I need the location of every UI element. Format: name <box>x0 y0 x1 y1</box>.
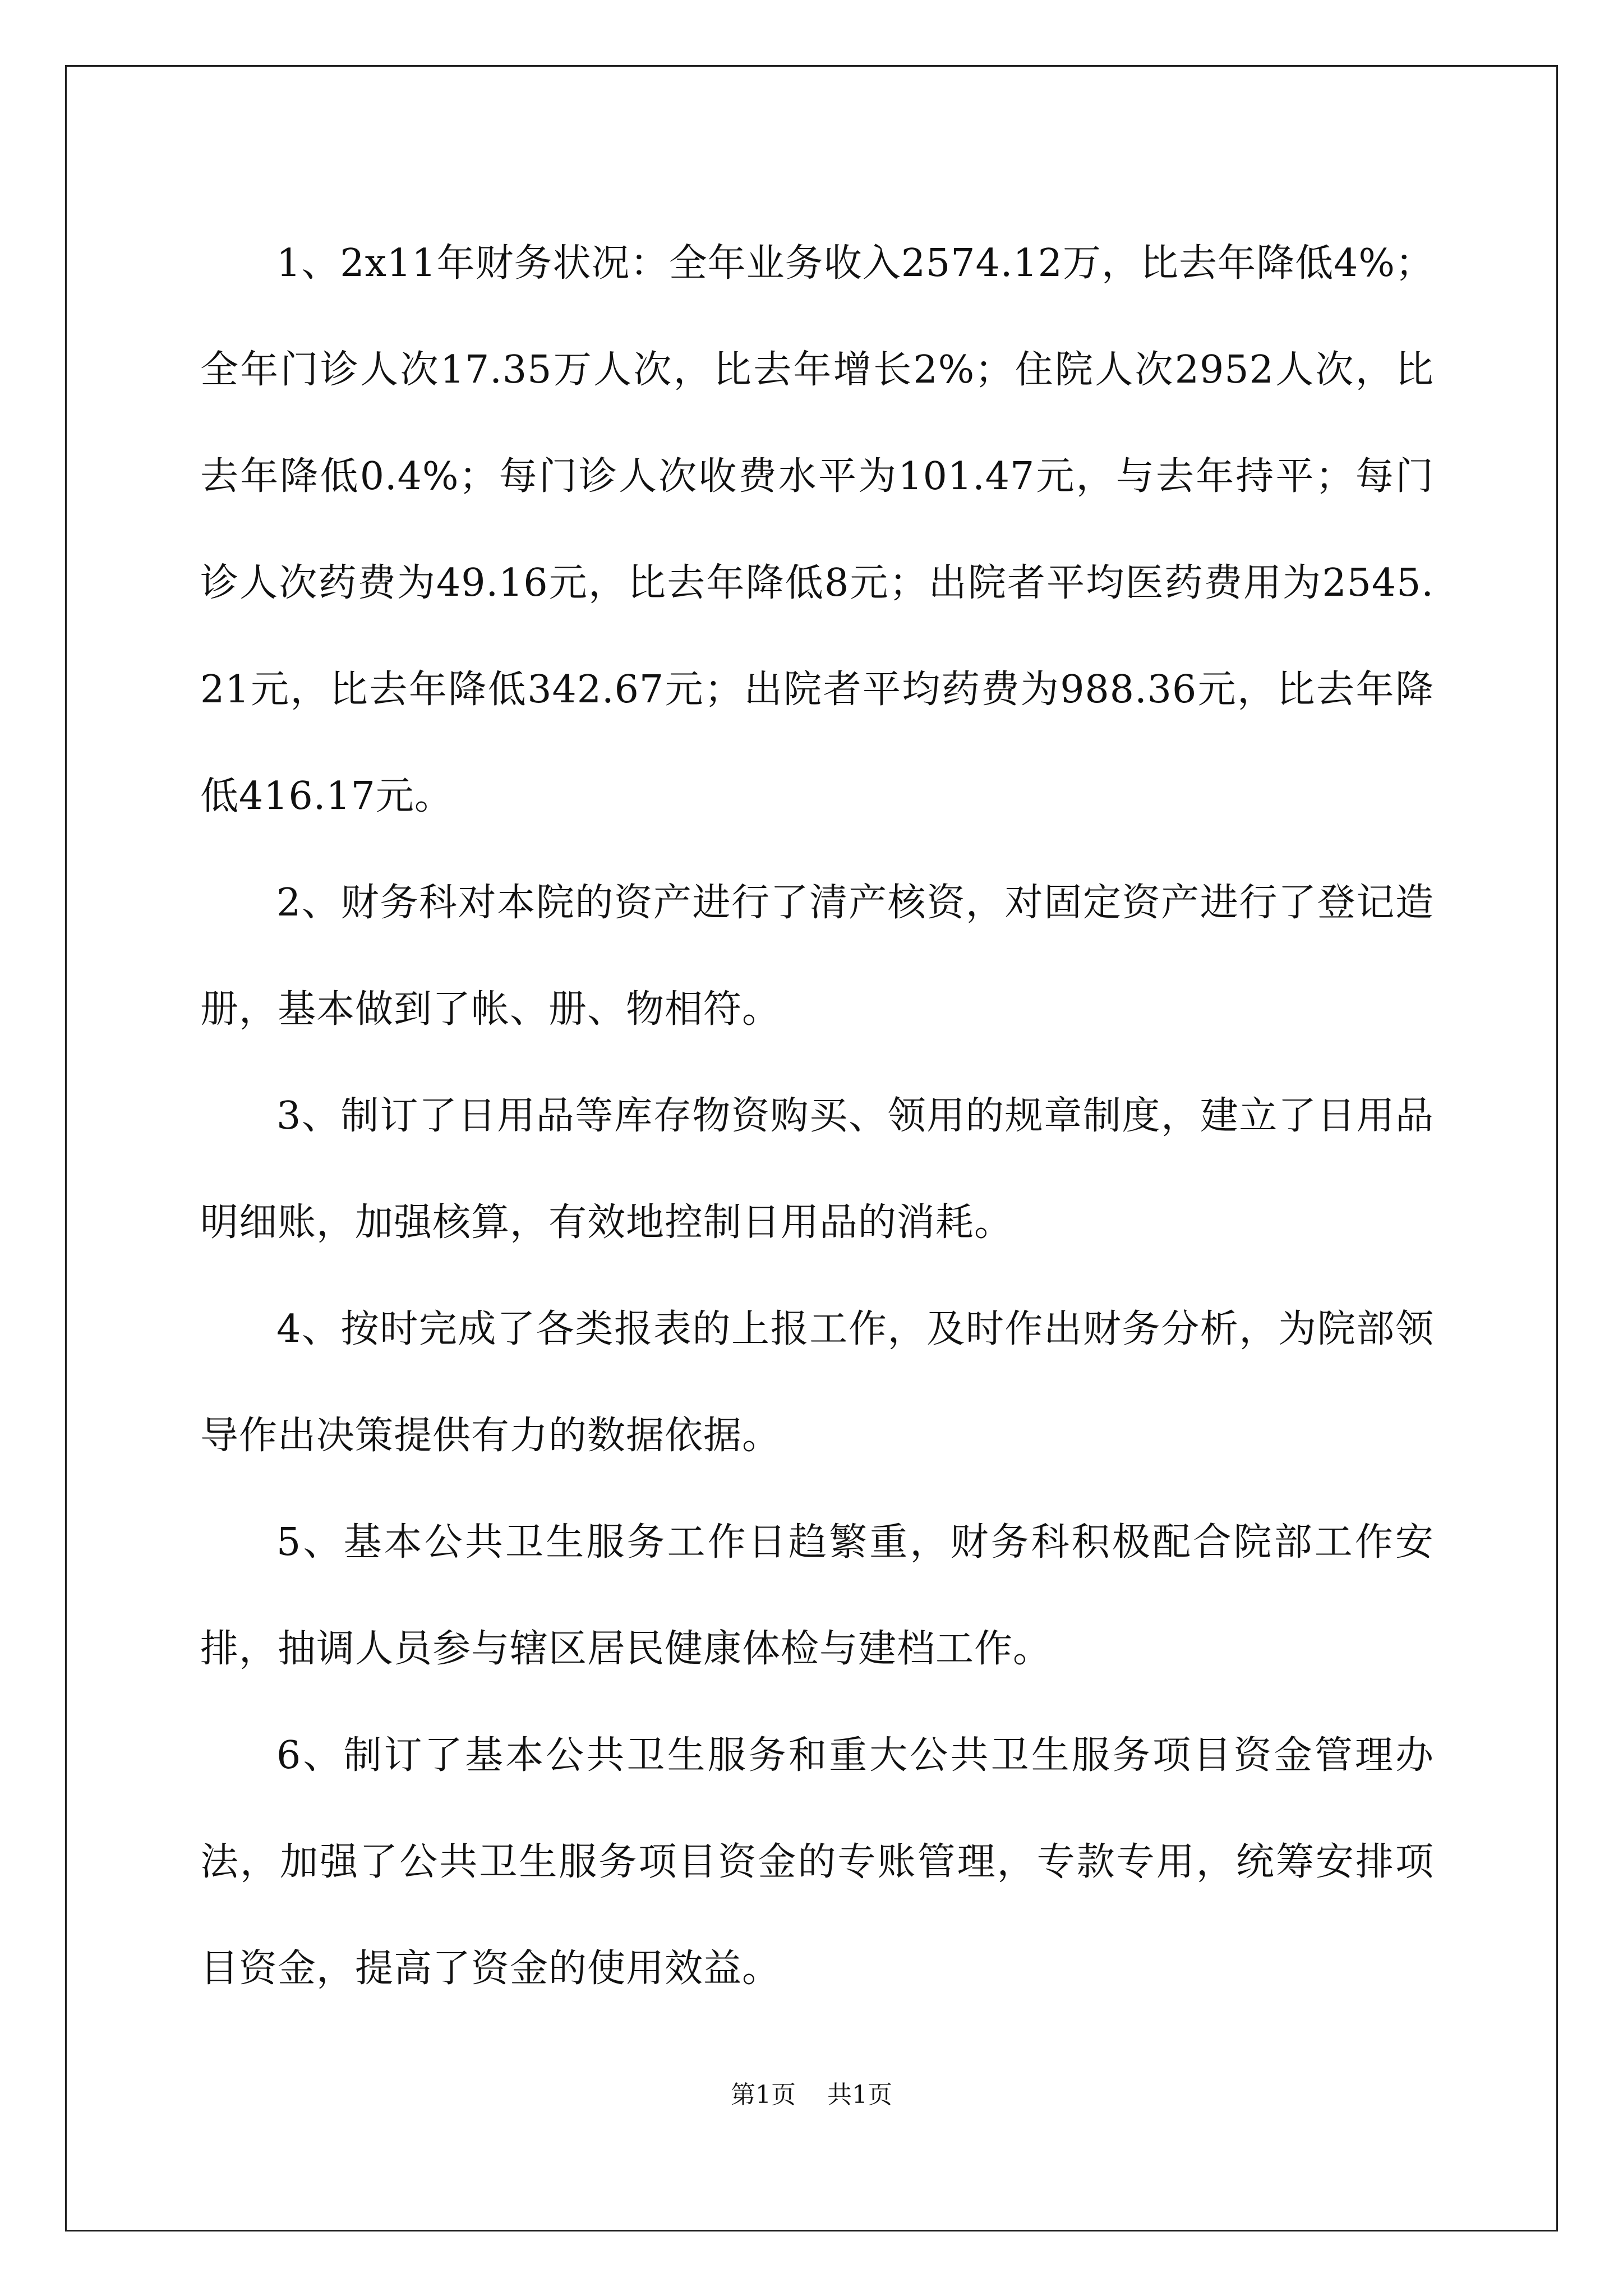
paragraph-4: 4、按时完成了各类报表的上报工作，及时作出财务分析，为院部领导作出决策提供有力的数据依据。 <box>200 1307 1434 1458</box>
page-number-total: 共1页 <box>827 2081 892 2109</box>
paragraph-1: 1、2x11年财务状况：全年业务收入2574.12万，比去年降低4%；全年门诊人次17.35万人次，比去年增长2%；住院人次2952人次，比去年降低0.4%；每门诊人次收费水平为101.47元，与去年持平；每门诊人次药费为49.16元，比去年降低8元；出院者平均医药费用为2545.21元，比去年降低342.67元；出院者平均药费为988.36元，比去年降低416.17元。 <box>200 241 1434 818</box>
page-footer <box>0 2078 1623 2112</box>
paragraph-2: 2、财务科对本院的资产进行了清产核资，对固定资产进行了登记造册，基本做到了帐、册、物相符。 <box>200 881 1434 1032</box>
document-body <box>200 210 1434 2022</box>
paragraph-6: 6、制订了基本公共卫生服务和重大公共卫生服务项目资金管理办法，加强了公共卫生服务项目资金的专账管理，专款专用，统筹安排项目资金，提高了资金的使用效益。 <box>200 1733 1434 1991</box>
page-number-current: 第1页 <box>731 2081 796 2109</box>
paragraph-3: 3、制订了日用品等库存物资购买、领用的规章制度，建立了日用品明细账，加强核算，有效地控制日用品的消耗。 <box>200 1094 1434 1245</box>
paragraph-5: 5、基本公共卫生服务工作日趋繁重，财务科积极配合院部工作安排，抽调人员参与辖区居民健康体检与建档工作。 <box>200 1520 1434 1671</box>
